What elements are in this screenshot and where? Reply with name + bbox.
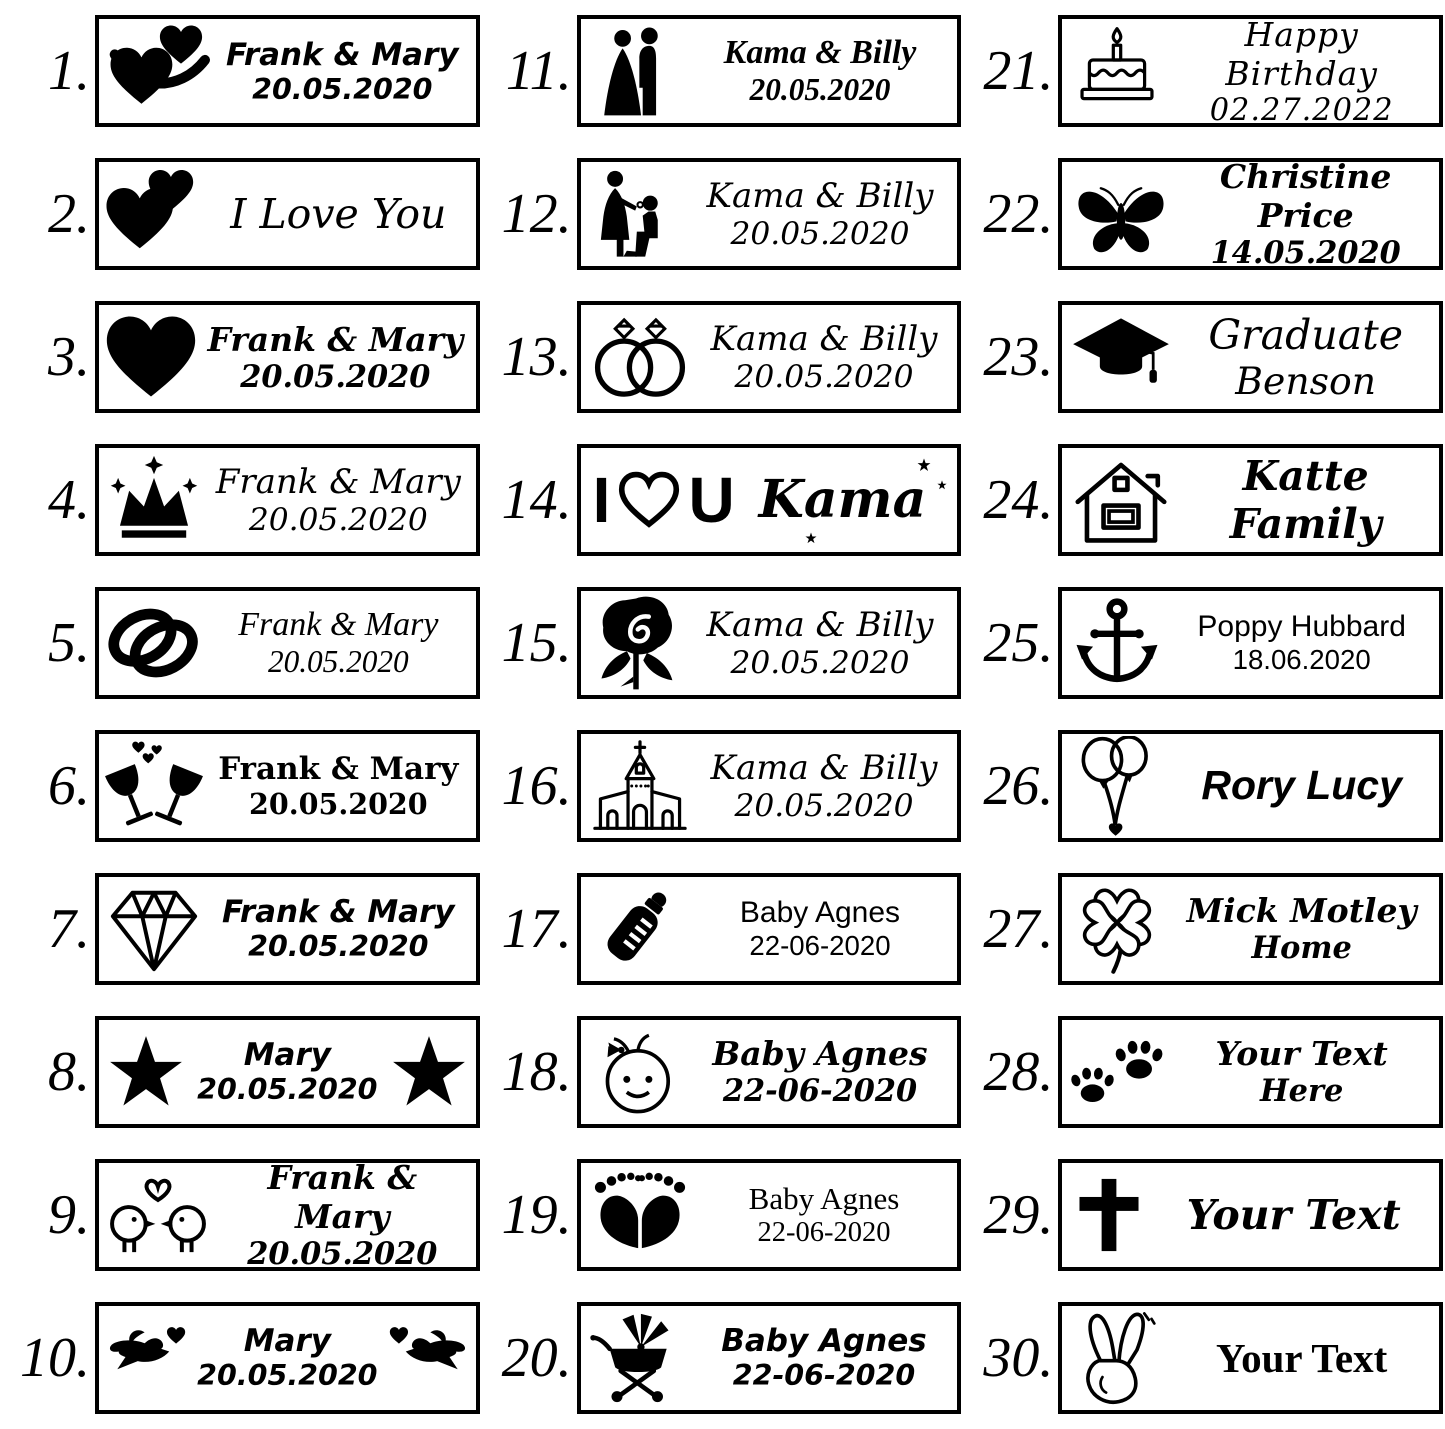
design-text-line2: 02.27.2022 xyxy=(1209,92,1394,128)
design-text xyxy=(1170,762,1433,809)
design-box xyxy=(1058,1159,1443,1271)
design-option xyxy=(963,1286,1445,1429)
dove-heart-icon xyxy=(388,1319,470,1397)
design-text-line1: Baby Agnes xyxy=(712,1034,928,1074)
two-hearts-swoosh-icon xyxy=(105,25,211,117)
design-text-line1: Kama & Billy xyxy=(723,34,917,72)
rose-icon xyxy=(587,593,685,693)
design-text xyxy=(697,1181,952,1249)
wine-glasses-icon xyxy=(105,740,203,832)
design-text-line2: 20.05.2020 xyxy=(267,644,409,680)
design-text-line2: 20.05.2020 xyxy=(730,216,910,253)
design-number: 2. xyxy=(48,183,90,246)
design-number: 19. xyxy=(501,1183,572,1246)
design-option xyxy=(0,1143,482,1286)
design-number: 29. xyxy=(983,1183,1054,1246)
design-number: 12. xyxy=(501,183,572,246)
design-option xyxy=(0,1000,482,1143)
design-text xyxy=(697,748,952,824)
design-option xyxy=(482,1000,964,1143)
design-option xyxy=(0,286,482,429)
star-icon xyxy=(388,1033,470,1111)
design-text xyxy=(1170,1034,1433,1109)
baby-feet-icon xyxy=(587,1169,693,1261)
design-text xyxy=(1178,452,1433,548)
design-box xyxy=(577,1159,962,1271)
design-text xyxy=(1170,610,1433,676)
design-number: 1. xyxy=(48,40,90,103)
design-box xyxy=(1058,873,1443,985)
design-box xyxy=(577,873,962,985)
anchor-icon xyxy=(1068,597,1166,689)
design-text xyxy=(215,37,470,106)
design-text-line1: Your Text xyxy=(1186,1190,1401,1239)
design-text-line2: 22-06-2020 xyxy=(749,929,891,961)
birthday-cake-icon xyxy=(1068,25,1166,117)
design-number: 3. xyxy=(48,326,90,389)
design-option xyxy=(963,572,1445,715)
design-text-line1: Happy Birthday xyxy=(1225,14,1378,93)
design-text-line2: 20.05.2020 xyxy=(248,930,429,964)
design-box xyxy=(95,15,480,127)
balloons-icon xyxy=(1068,736,1166,836)
design-number: 8. xyxy=(48,1040,90,1103)
design-text-line1: Christine Price xyxy=(1219,157,1392,236)
design-text xyxy=(207,894,470,963)
love-birds-icon xyxy=(105,1169,211,1261)
design-text xyxy=(689,605,952,681)
design-text-line1: Your Text xyxy=(1215,1034,1388,1074)
design-text-line2: 20.05.2020 xyxy=(730,645,910,682)
design-text-line1: Frank & Mary xyxy=(218,750,459,787)
cross-icon xyxy=(1068,1169,1150,1261)
heart-outline-icon xyxy=(618,471,680,529)
church-icon xyxy=(587,740,693,832)
design-box xyxy=(577,15,962,127)
design-option xyxy=(963,714,1445,857)
design-text-line2: 20.05.2020 xyxy=(197,1359,378,1393)
design-text-line1: Mary xyxy=(243,1323,331,1360)
design-text-line1: Kama & Billy xyxy=(706,605,934,646)
design-text-line2: 18.06.2020 xyxy=(1232,644,1371,676)
design-box xyxy=(577,444,962,556)
design-text-line1: Rory Lucy xyxy=(1201,762,1402,809)
design-option xyxy=(482,429,964,572)
design-number: 25. xyxy=(983,612,1054,675)
design-text-line2: 20.05.2020 xyxy=(734,359,914,396)
design-number: 14. xyxy=(501,469,572,532)
sparkle-star-icon xyxy=(917,458,931,472)
design-option xyxy=(0,0,482,143)
design-option xyxy=(482,286,964,429)
design-number: 15. xyxy=(501,612,572,675)
design-text xyxy=(207,606,470,680)
design-text-line1: Mick Motley xyxy=(1186,891,1417,931)
design-text-line2: Home xyxy=(1251,930,1352,967)
design-text-line2: 14.05.2020 xyxy=(1210,235,1401,272)
design-option xyxy=(482,143,964,286)
design-option xyxy=(0,429,482,572)
design-number: 24. xyxy=(983,469,1054,532)
design-option xyxy=(482,1143,964,1286)
design-text xyxy=(191,1323,384,1392)
peace-hand-icon xyxy=(1068,1308,1166,1408)
design-number: 21. xyxy=(983,40,1054,103)
design-number: 27. xyxy=(983,897,1054,960)
design-number: 17. xyxy=(501,897,572,960)
design-option xyxy=(482,1286,964,1429)
design-text-line2: 22-06-2020 xyxy=(722,1073,918,1110)
design-option xyxy=(963,143,1445,286)
design-text xyxy=(689,1034,952,1109)
design-text xyxy=(215,1158,470,1272)
design-option xyxy=(482,0,964,143)
design-option xyxy=(0,143,482,286)
design-number: 9. xyxy=(48,1183,90,1246)
design-text xyxy=(697,319,952,395)
design-option xyxy=(963,0,1445,143)
design-box xyxy=(1058,587,1443,699)
design-text xyxy=(1154,1191,1433,1239)
design-text-line1: Frank & Mary xyxy=(222,894,455,931)
design-option xyxy=(963,1143,1445,1286)
crown-icon xyxy=(105,454,203,546)
star-icon xyxy=(105,1033,187,1111)
design-number: 28. xyxy=(983,1040,1054,1103)
design-text-line1: Baby Agnes xyxy=(739,895,901,929)
design-text-line1: Frank & Mary xyxy=(238,606,439,644)
design-box xyxy=(1058,1016,1443,1128)
paw-prints-icon xyxy=(1068,1026,1166,1118)
design-box xyxy=(577,158,962,270)
design-text-line1: Baby Agnes xyxy=(721,1323,927,1360)
design-option xyxy=(0,714,482,857)
design-text xyxy=(201,320,470,395)
diamond-rings-icon xyxy=(587,311,693,403)
design-text-line1: Kama & Billy xyxy=(710,319,938,360)
design-text-line1: Frank & Mary xyxy=(267,1157,418,1236)
design-number: 13. xyxy=(501,326,572,389)
design-text-line1: Frank & Mary xyxy=(226,36,459,73)
design-text xyxy=(689,34,952,108)
design-option xyxy=(482,714,964,857)
design-box xyxy=(577,301,962,413)
sparkle-star-icon xyxy=(805,532,817,544)
design-number: 20. xyxy=(501,1326,572,1389)
design-box xyxy=(577,730,962,842)
design-text-line1: Mary xyxy=(243,1037,331,1074)
script-name: Kama xyxy=(758,469,927,531)
design-option xyxy=(963,286,1445,429)
design-text xyxy=(1170,1334,1433,1382)
wedding-couple-icon xyxy=(587,25,685,117)
design-text xyxy=(207,190,470,238)
design-box xyxy=(95,301,480,413)
diamond-icon xyxy=(105,883,203,975)
design-box xyxy=(577,1016,962,1128)
design-option xyxy=(963,429,1445,572)
design-number: 11. xyxy=(505,40,572,103)
design-text-line1: Katte Family xyxy=(1229,452,1382,549)
design-text xyxy=(1170,891,1433,966)
design-number: 22. xyxy=(983,183,1054,246)
design-text xyxy=(1178,157,1433,271)
design-option xyxy=(0,572,482,715)
design-text xyxy=(1178,311,1433,403)
design-text xyxy=(689,176,952,252)
letter-u: U xyxy=(688,464,735,537)
baby-face-icon xyxy=(587,1026,685,1118)
design-number: 30. xyxy=(983,1326,1054,1389)
design-option xyxy=(963,857,1445,1000)
design-text-line2: 22-06-2020 xyxy=(732,1359,916,1393)
sparkle-star-icon xyxy=(937,480,947,490)
design-box xyxy=(1058,301,1443,413)
design-text-line1: I Love You xyxy=(230,190,447,239)
design-text-line2: 20.05.2020 xyxy=(734,787,914,824)
design-text-line1: Baby Agnes xyxy=(748,1180,900,1216)
design-option xyxy=(482,572,964,715)
design-box xyxy=(95,1302,480,1414)
design-text xyxy=(689,896,952,962)
butterfly-icon xyxy=(1068,168,1174,260)
design-box xyxy=(1058,1302,1443,1414)
dove-heart-icon xyxy=(105,1319,187,1397)
clover-icon xyxy=(1068,879,1166,979)
design-box xyxy=(95,587,480,699)
design-text xyxy=(207,751,470,821)
design-option xyxy=(0,857,482,1000)
design-box xyxy=(1058,158,1443,270)
design-text-line2: 20.05.2020 xyxy=(197,1073,378,1107)
design-text-line2: 20.05.2020 xyxy=(249,786,428,821)
proposal-icon xyxy=(587,168,685,260)
design-number: 16. xyxy=(501,754,572,817)
design-text xyxy=(191,1037,384,1106)
design-text-line2: 20.05.2020 xyxy=(248,502,428,539)
two-hearts-icon xyxy=(105,168,203,260)
design-number: 7. xyxy=(48,897,90,960)
design-text xyxy=(697,1323,952,1392)
design-number: 6. xyxy=(48,754,90,817)
design-number: 4. xyxy=(48,469,90,532)
interlocked-rings-icon xyxy=(105,597,203,689)
design-text xyxy=(1170,15,1433,128)
design-box xyxy=(95,873,480,985)
design-box xyxy=(1058,15,1443,127)
design-text-line2: 22-06-2020 xyxy=(757,1216,891,1248)
design-box xyxy=(577,587,962,699)
design-number: 26. xyxy=(983,754,1054,817)
design-text xyxy=(207,462,470,538)
baby-bottle-icon xyxy=(587,883,685,975)
design-number: 5. xyxy=(48,612,90,675)
design-option xyxy=(963,1000,1445,1143)
graduation-cap-icon xyxy=(1068,311,1174,403)
design-text-line1: Frank & Mary xyxy=(215,462,461,503)
design-option xyxy=(482,857,964,1000)
design-text-line2: 20.05.2020 xyxy=(247,1235,438,1272)
design-text-line1: Poppy Hubbard xyxy=(1197,610,1406,644)
design-box xyxy=(95,158,480,270)
design-box xyxy=(95,1159,480,1271)
design-box xyxy=(577,1302,962,1414)
design-box xyxy=(95,1016,480,1128)
design-text-line2: Here xyxy=(1260,1073,1344,1110)
design-box xyxy=(1058,730,1443,842)
heart-icon xyxy=(105,311,197,403)
house-icon xyxy=(1068,454,1174,546)
design-text-line2: Benson xyxy=(1235,359,1376,404)
design-number: 10. xyxy=(20,1326,90,1389)
design-number: 18. xyxy=(501,1040,572,1103)
design-text-line1: Graduate xyxy=(1208,311,1403,360)
design-text-line1: Your Text xyxy=(1216,1334,1388,1381)
design-text-line1: Kama & Billy xyxy=(706,176,934,217)
design-text-line1: Kama & Billy xyxy=(710,747,938,788)
letter-i: I xyxy=(592,464,611,537)
design-box xyxy=(95,730,480,842)
design-text-line2: 20.05.2020 xyxy=(240,358,431,395)
design-text-line2: 20.05.2020 xyxy=(252,72,433,106)
stroller-icon xyxy=(587,1312,693,1404)
design-box xyxy=(95,444,480,556)
design-text-line2: 20.05.2020 xyxy=(749,72,891,108)
design-text-line1: Frank & Mary xyxy=(207,319,464,359)
design-number: 23. xyxy=(983,326,1054,389)
design-box xyxy=(1058,444,1443,556)
design-option xyxy=(0,1286,482,1429)
